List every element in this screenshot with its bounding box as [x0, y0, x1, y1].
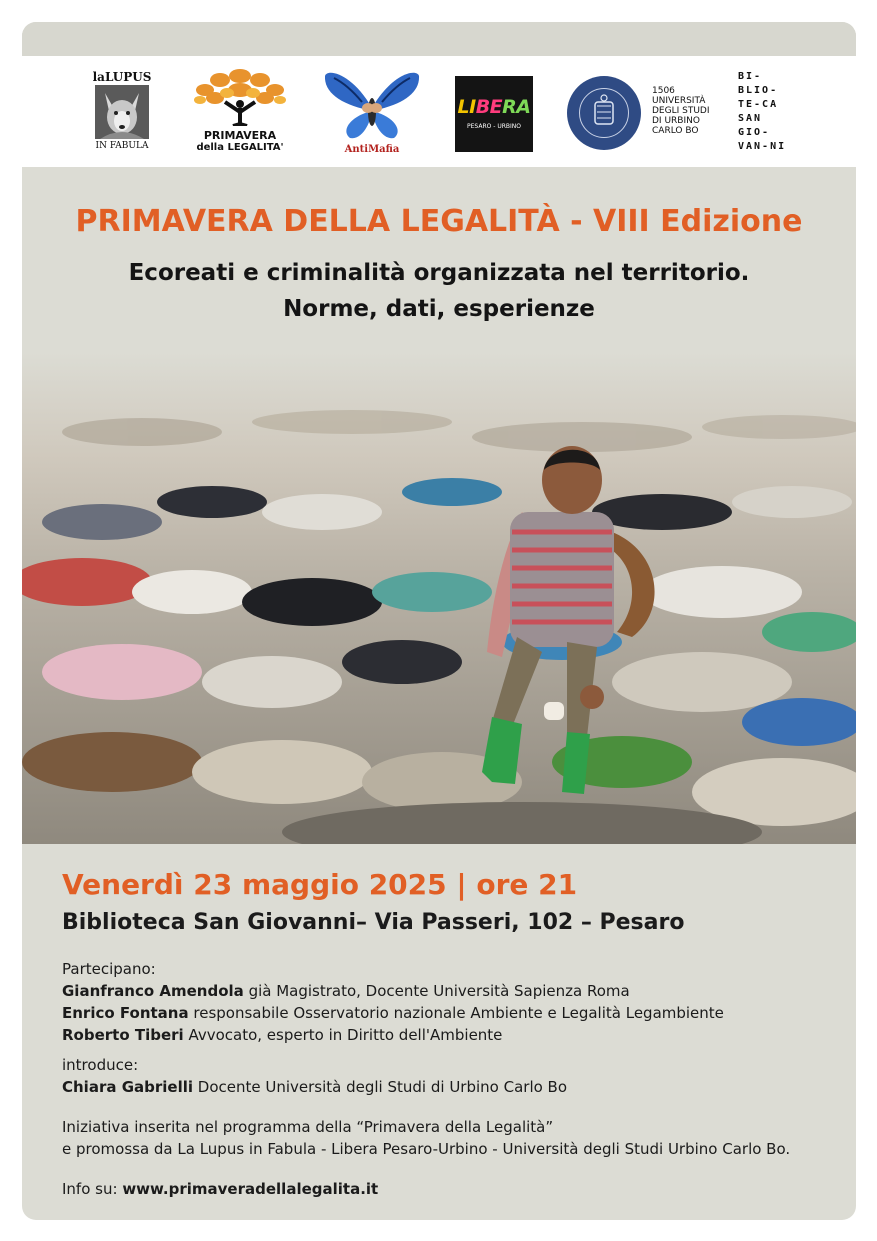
top-band	[22, 22, 856, 56]
libera-logo-subtext: PESARO - URBINO	[467, 123, 521, 130]
uniurb-line4: CARLO BO	[652, 126, 699, 136]
primavera-logo-subtext: della LEGALITA'	[196, 142, 284, 153]
biblioteca-logo-line: BLIO-	[738, 85, 779, 96]
initiative-line: e promossa da La Lupus in Fabula - Libera Pesaro-Urbino - Università degli Studi Urbino Carlo Bo.	[62, 1140, 791, 1158]
info-line	[62, 1178, 378, 1200]
subtitle-line: Ecoreati e criminalità organizzata nel territorio.	[128, 260, 750, 286]
uniurb-line3: DI URBINO	[652, 116, 700, 126]
introducer-role: Docente Università degli Studi di Urbino Carlo Bo	[193, 1078, 568, 1096]
biblioteca-logo-line: SAN	[738, 113, 763, 124]
uniurb-logo	[567, 76, 717, 154]
antimafia-logo-text: AntiMafia	[344, 144, 400, 155]
page-subtitle	[22, 255, 856, 327]
libera-logo-text: LIBERA	[457, 96, 531, 118]
participant-role: Avvocato, esperto in Diritto dell'Ambiente	[183, 1026, 503, 1044]
butterfly-icon	[322, 68, 422, 140]
page-title: PRIMAVERA DELLA LEGALITÀ - VIII Edizione	[75, 204, 803, 239]
participant-item	[62, 1002, 724, 1024]
subtitle-line: Norme, dati, esperienze	[283, 296, 595, 322]
participant-name: Gianfranco Amendola	[62, 982, 244, 1000]
participant-name: Enrico Fontana	[62, 1004, 189, 1022]
primavera-legalita-logo	[185, 68, 295, 158]
logo-bar	[22, 56, 856, 167]
introducer-name: Chiara Gabrielli	[62, 1078, 194, 1096]
primavera-logo-text: PRIMAVERA	[203, 129, 277, 142]
biblioteca-logo-line: BI-	[738, 71, 763, 82]
introduces-heading: introduce:	[62, 1056, 139, 1074]
antimafia-logo	[322, 68, 422, 158]
wolf-icon	[95, 85, 149, 139]
participant-name: Roberto Tiberi	[62, 1026, 184, 1044]
biblioteca-san-giovanni-logo	[738, 70, 800, 160]
university-seal-icon	[567, 76, 641, 150]
libera-logo	[455, 76, 533, 152]
event-venue: Biblioteca San Giovanni– Via Passeri, 102 – Pesaro	[62, 910, 685, 935]
uniurb-line2: DEGLI STUDI	[652, 106, 710, 116]
participant-role: già Magistrato, Docente Università Sapienza Roma	[243, 982, 630, 1000]
event-datetime: Venerdì 23 maggio 2025 | ore 21	[62, 868, 578, 901]
poster-card	[22, 22, 856, 1220]
lupus-logo-text: laLUPUS	[92, 70, 152, 84]
uniurb-year: 1506	[652, 86, 675, 96]
uniurb-line1: UNIVERSITÀ	[652, 96, 706, 106]
participant-item	[62, 980, 630, 1002]
lupus-logo-subtext: IN FABULA	[95, 141, 149, 151]
info-label: Info su:	[62, 1180, 123, 1198]
website-link[interactable]: www.primaveradellalegalita.it	[122, 1180, 379, 1198]
biblioteca-logo-line: GIO-	[738, 127, 771, 138]
biblioteca-logo-line: TE-CA	[738, 99, 779, 110]
biblioteca-logo-line: VAN-NI	[738, 141, 787, 152]
participants-heading: Partecipano:	[62, 960, 156, 978]
uniurb-logo-text	[652, 86, 722, 136]
initiative-line: Iniziativa inserita nel programma della “Primavera della Legalità”	[62, 1118, 554, 1136]
tree-icon	[185, 68, 295, 126]
participant-role: responsabile Osservatorio nazionale Ambiente e Legalità Legambiente	[188, 1004, 724, 1022]
lupus-in-fabula-logo	[92, 70, 152, 156]
hero-photo	[22, 352, 856, 844]
introducer-item	[62, 1076, 567, 1098]
participant-item	[62, 1024, 502, 1046]
